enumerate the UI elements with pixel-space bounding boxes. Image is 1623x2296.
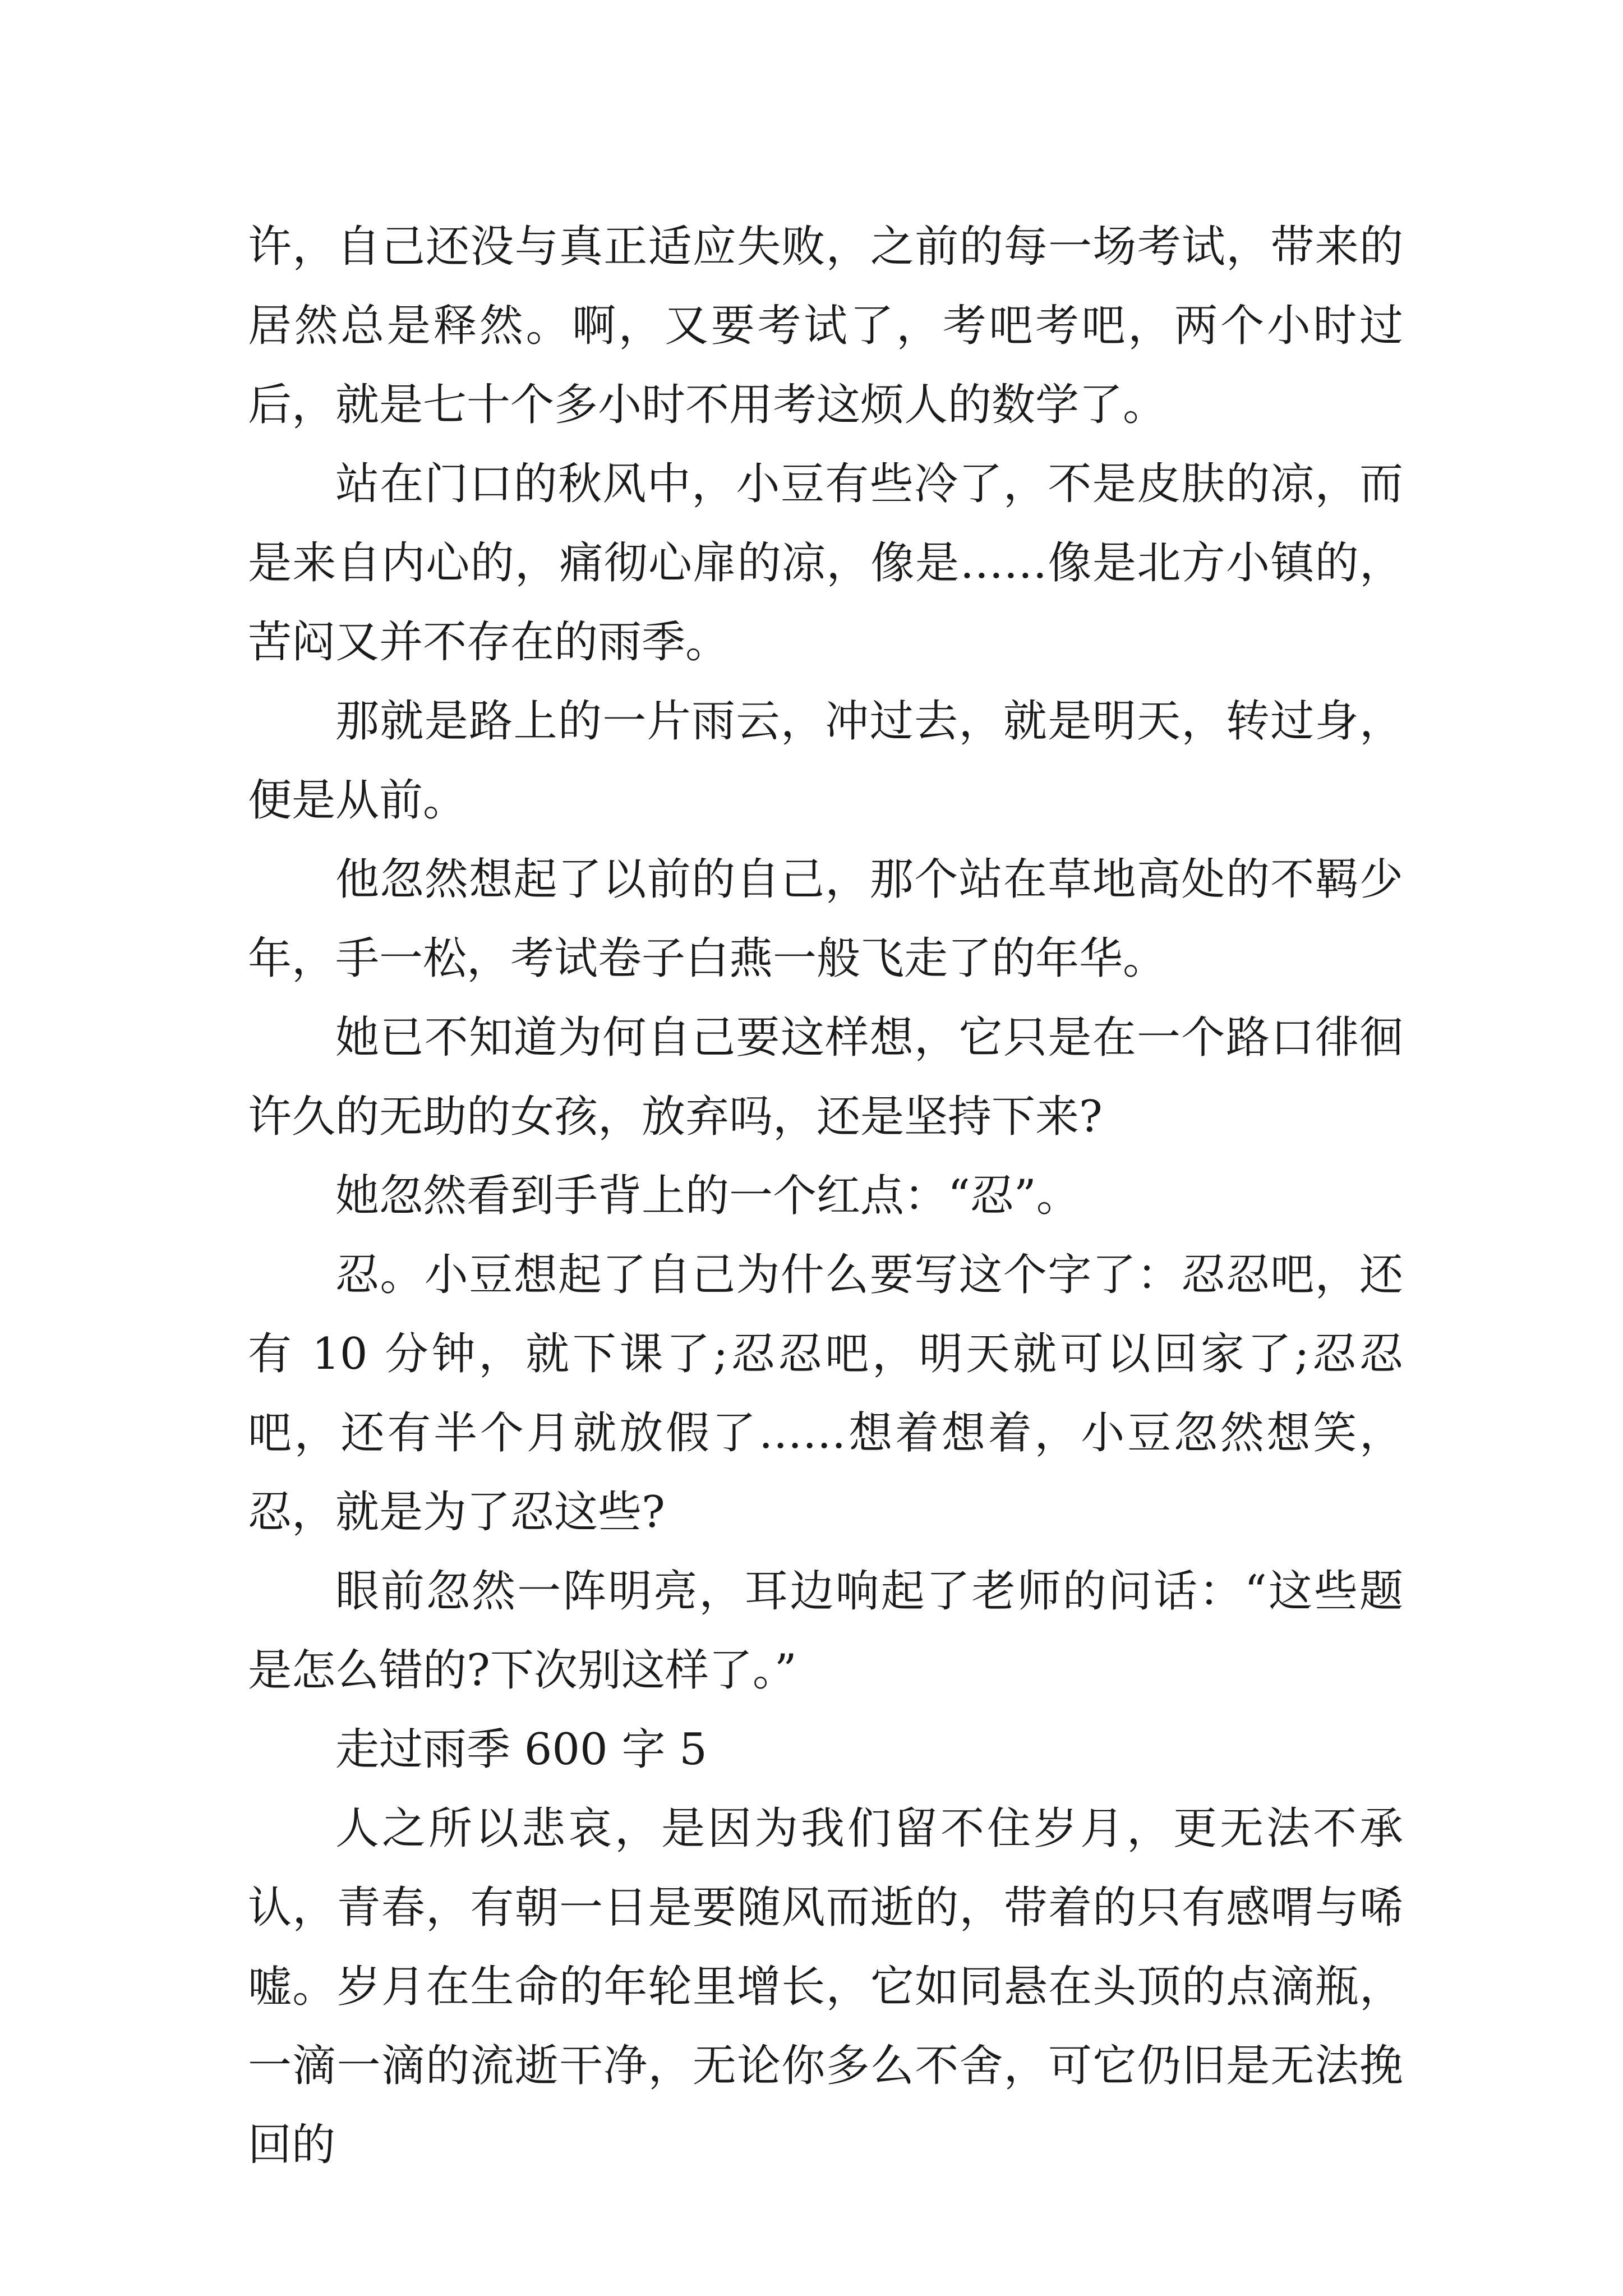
paragraph-1: 许，自己还没与真正适应失败，之前的每一场考试，带来的居然总是释然。啊，又要考试了，考吧考吧，两个小时过后，就是七十个多小时不用考这烦人的数学了。 bbox=[248, 222, 1403, 430]
paragraph-4: 他忽然想起了以前的自己，那个站在草地高处的不羁少年，手一松，考试卷子白燕一般飞走了的年华。 bbox=[248, 854, 1403, 984]
paragraph-8: 眼前忽然一阵明亮，耳边响起了老师的问话：“这些题是怎么错的?下次别这样了。” bbox=[248, 1566, 1403, 1696]
paragraph-7: 忍。小豆想起了自己为什么要写这个字了：忍忍吧，还有 10 分钟，就下课了;忍忍吧，明天就可以回家了;忍忍吧，还有半个月就放假了……想着想着，小豆忽然想笑，忍，就是为了忍这些? bbox=[248, 1250, 1403, 1538]
paragraph-6: 她忽然看到手背上的一个红点：“忍”。 bbox=[335, 1171, 1080, 1221]
paragraph-5: 她已不知道为何自己要这样想，它只是在一个路口徘徊许久的无助的女孩，放弃吗，还是坚持下来? bbox=[248, 1013, 1403, 1142]
section-heading: 走过雨季 600 字 5 bbox=[335, 1724, 707, 1775]
paragraph-2: 站在门口的秋风中，小豆有些冷了，不是皮肤的凉，而是来自内心的，痛彻心扉的凉，像是……像是北方小镇的，苦闷又并不存在的雨季。 bbox=[248, 459, 1403, 668]
paragraph-3: 那就是路上的一片雨云，冲过去，就是明天，转过身，便是从前。 bbox=[248, 696, 1403, 826]
paragraph-10: 人之所以悲哀，是因为我们留不住岁月，更无法不承认，青春，有朝一日是要随风而逝的，带着的只有感喟与唏嘘。岁月在生命的年轮里增长，它如同悬在头顶的点滴瓶，一滴一滴的流逝干净，无论你多么不舍，可它仍旧是无法挽回的 bbox=[248, 1803, 1403, 2170]
body-text bbox=[248, 208, 1403, 2185]
